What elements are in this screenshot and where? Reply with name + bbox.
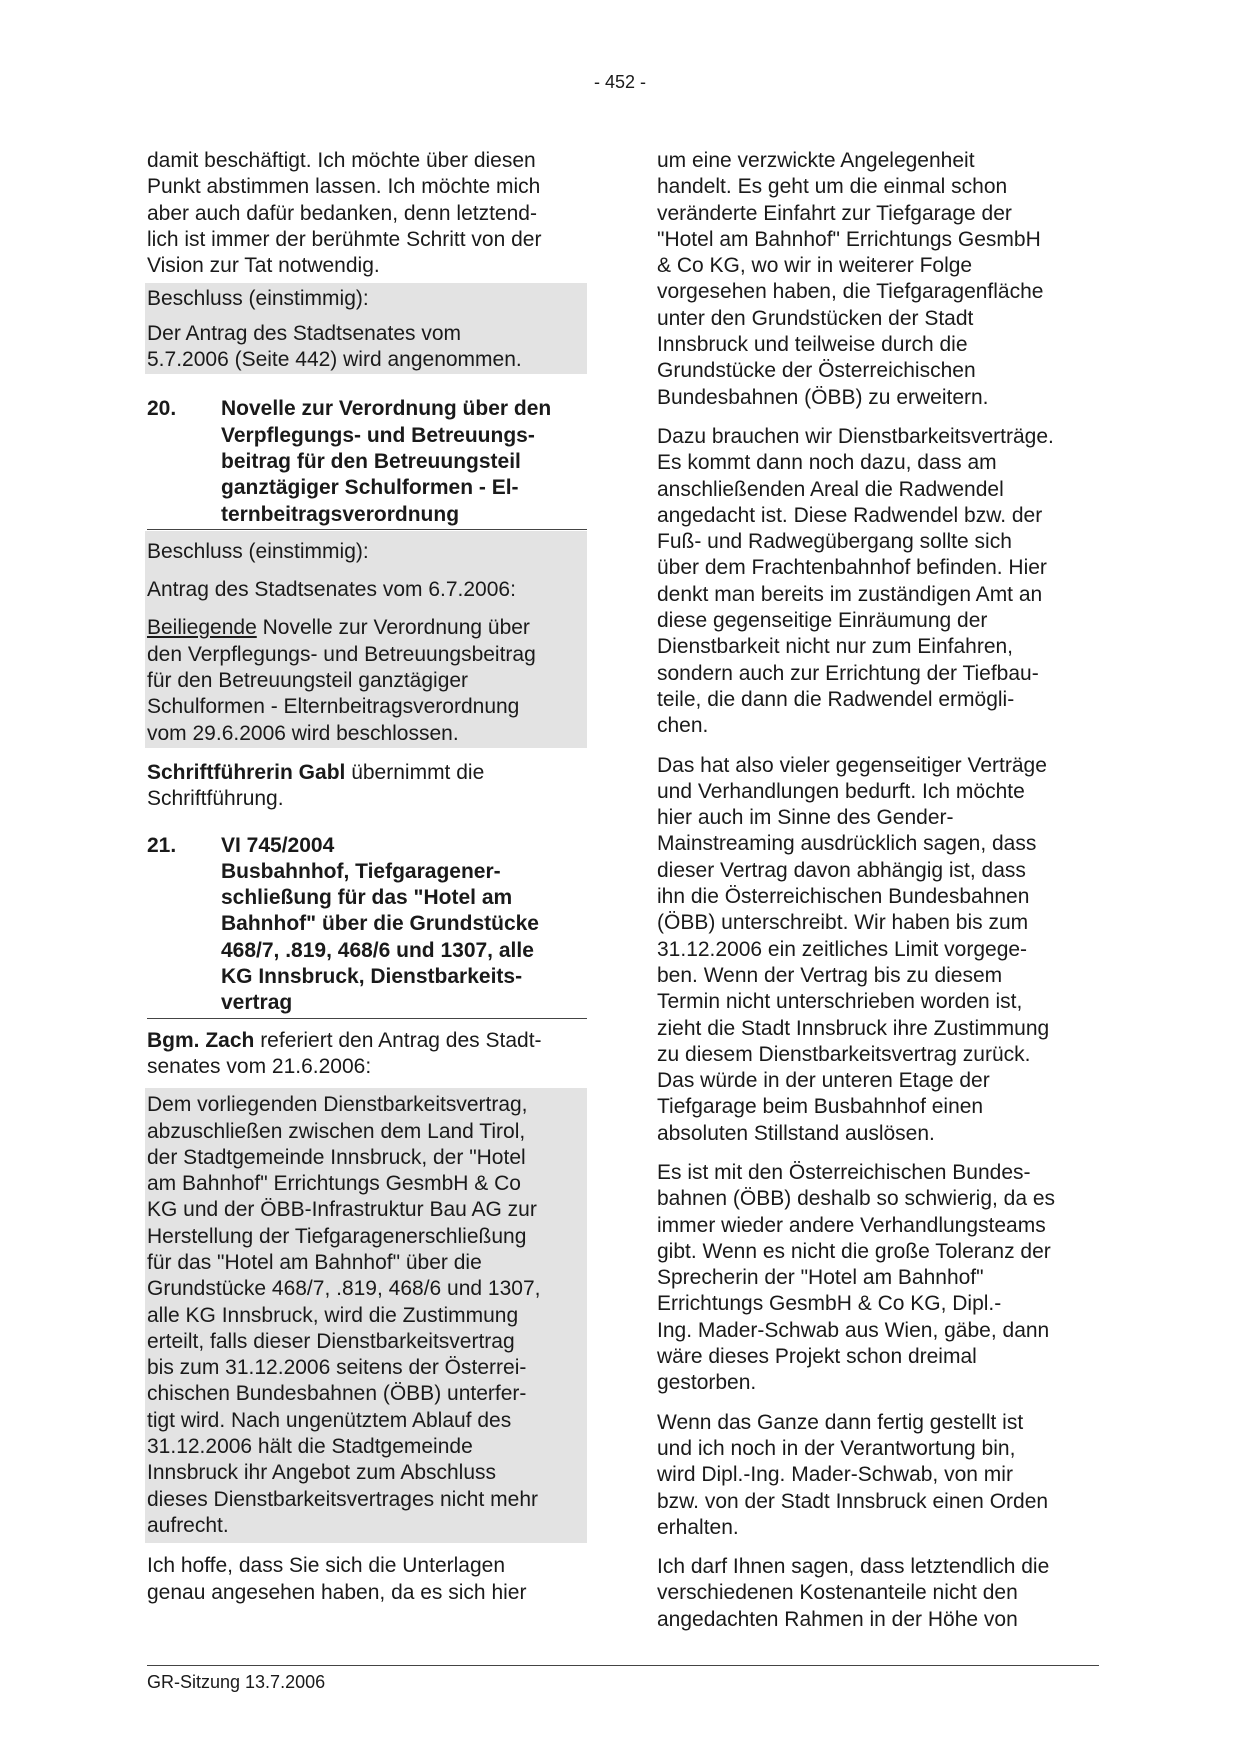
title-line: Verpflegungs- und Betreuungs- xyxy=(221,423,535,447)
text-line: (ÖBB) unterschreibt. Wir haben bis zum xyxy=(657,911,1029,935)
speaker-name: Schriftführerin Gabl xyxy=(147,760,346,784)
title-line: beitrag für den Betreuungsteil xyxy=(221,449,521,473)
underlined-word: Beiliegende xyxy=(147,616,257,640)
text-line: ihn die Österreichischen Bundesbahnen xyxy=(657,885,1030,909)
text-line: denkt man bereits im zuständigen Amt an xyxy=(657,582,1043,606)
text-line: 5.7.2006 (Seite 442) wird angenommen. xyxy=(147,348,522,372)
resolution-block-1 xyxy=(145,283,587,374)
text-line: & Co KG, wo wir in weiterer Folge xyxy=(657,254,973,278)
text-line: Schulformen - Elternbeitragsverordnung xyxy=(147,695,520,719)
text-line: bzw. von der Stadt Innsbruck einen Orden xyxy=(657,1489,1049,1513)
text-line: bis zum 31.12.2006 seitens der Österrei- xyxy=(147,1356,527,1380)
resolution-label: Beschluss (einstimmig): xyxy=(147,287,369,311)
paragraph-r1 xyxy=(657,148,1102,411)
footer-session-date: GR-Sitzung 13.7.2006 xyxy=(147,1672,326,1692)
text-line: tigt wird. Nach ungenütztem Ablauf des xyxy=(147,1408,512,1432)
text-line: vorgesehen haben, die Tiefgaragenfläche xyxy=(657,280,1044,304)
agenda-number: 21. xyxy=(147,833,177,857)
text-line: und Verhandlungen bedurft. Ich möchte xyxy=(657,779,1025,803)
text-line: Das würde in der unteren Etage der xyxy=(657,1069,990,1093)
title-line: vertrag xyxy=(221,991,293,1015)
agenda-title xyxy=(221,833,539,1017)
text-line: Wenn das Ganze dann fertig gestellt ist xyxy=(657,1410,1024,1434)
text-line: gestorben. xyxy=(657,1371,757,1395)
text-line: bahnen (ÖBB) deshalb so schwierig, da es xyxy=(657,1187,1056,1211)
text-line: Das hat also vieler gegenseitiger Verträge xyxy=(657,753,1047,777)
text-line: lich ist immer der berühmte Schritt von der xyxy=(147,227,542,251)
title-line: 468/7, .819, 468/6 und 1307, alle xyxy=(221,938,534,962)
text-line: dieser Vertrag davon abhängig ist, dass xyxy=(657,858,1026,882)
paragraph-bgm xyxy=(147,1028,587,1081)
text-line: chen. xyxy=(657,714,709,738)
text-line: damit beschäftigt. Ich möchte über diesen xyxy=(147,149,536,172)
text-line: wäre dieses Projekt schon dreimal xyxy=(657,1345,977,1369)
text-line: Vision zur Tat notwendig. xyxy=(147,254,380,278)
text-line: erhalten. xyxy=(657,1515,739,1539)
agenda-title xyxy=(221,396,551,527)
text-line: genau angesehen haben, da es sich hier xyxy=(147,1580,527,1604)
text-line: Innsbruck und teilweise durch die xyxy=(657,333,968,357)
text-line: Dienstbarkeit nicht nur zum Einfahren, xyxy=(657,635,1014,659)
text-line: Innsbruck ihr Angebot zum Abschluss xyxy=(147,1461,497,1485)
text-line: KG und der ÖBB-Infrastruktur Bau AG zur xyxy=(147,1198,537,1222)
title-line: Busbahnhof, Tiefgaragener- xyxy=(221,859,501,883)
text-line: aufrecht. xyxy=(147,1513,229,1537)
agenda-heading-21 xyxy=(147,833,587,1019)
text-line: für das "Hotel am Bahnhof" über die xyxy=(147,1250,482,1274)
text-line: um eine verzwickte Angelegenheit xyxy=(657,149,975,172)
paragraph-r3 xyxy=(657,753,1102,1147)
text-line: veränderte Einfahrt zur Tiefgarage der xyxy=(657,201,1012,225)
text-line: gibt. Wenn es nicht die große Toleranz der xyxy=(657,1239,1051,1263)
text-fragment: übernimmt die xyxy=(345,760,485,784)
text-line xyxy=(147,760,587,786)
text-line: Termin nicht unterschrieben worden ist, xyxy=(657,990,1023,1014)
text-line: Herstellung der Tiefgaragenerschließung xyxy=(147,1224,527,1248)
text-line: zu diesem Dienstbarkeitsvertrag zurück. xyxy=(657,1042,1031,1066)
text-line: den Verpflegungs- und Betreuungsbeitrag xyxy=(147,642,536,666)
text-line: Der Antrag des Stadtsenates vom xyxy=(147,321,462,345)
paragraph-intro xyxy=(147,148,587,279)
text-line: und ich noch in der Verantwortung bin, xyxy=(657,1436,1016,1460)
title-line: ganztägiger Schulformen - El- xyxy=(221,476,519,500)
text-line: vom 29.6.2006 wird beschlossen. xyxy=(147,721,459,745)
resolution-block-2 xyxy=(145,531,587,748)
text-line: Bundesbahnen (ÖBB) zu erweitern. xyxy=(657,385,989,409)
title-line: VI 745/2004 xyxy=(221,833,335,857)
paragraph-r4 xyxy=(657,1160,1102,1397)
paragraph-schriftfuehrung xyxy=(147,760,587,813)
text-line: angedachten Rahmen in der Höhe von xyxy=(657,1607,1018,1631)
text-line: alle KG Innsbruck, wird die Zustimmung xyxy=(147,1303,519,1327)
text-line: Mainstreaming ausdrücklich sagen, dass xyxy=(657,832,1037,856)
text-line: abzuschließen zwischen dem Land Tirol, xyxy=(147,1119,526,1143)
title-line: Novelle zur Verordnung über den xyxy=(221,397,552,421)
speaker-name: Bgm. Zach xyxy=(147,1028,255,1052)
paragraph-r2 xyxy=(657,424,1102,740)
text-line: wird Dipl.-Ing. Mader-Schwab, von mir xyxy=(657,1463,1013,1487)
text-line: dieses Dienstbarkeitsvertrages nicht mehr xyxy=(147,1487,539,1511)
right-column xyxy=(657,148,1102,1646)
text-line: hier auch im Sinne des Gender- xyxy=(657,806,954,830)
text-line xyxy=(147,615,587,641)
text-line: aber auch dafür bedanken, denn letztend- xyxy=(147,201,537,225)
footer-rule xyxy=(147,1665,1099,1666)
title-line: Bahnhof" über die Grundstücke xyxy=(221,912,539,936)
text-line: zieht die Stadt Innsbruck ihre Zustimmung xyxy=(657,1016,1050,1040)
agenda-number: 20. xyxy=(147,397,177,421)
text-line: senates vom 21.6.2006: xyxy=(147,1054,372,1078)
text-line: Sprecherin der "Hotel am Bahnhof" xyxy=(657,1266,984,1290)
title-line: ternbeitragsverordnung xyxy=(221,502,460,526)
text-line: "Hotel am Bahnhof" Errichtungs GesmbH xyxy=(657,227,1041,251)
text-line: Ich hoffe, dass Sie sich die Unterlagen xyxy=(147,1554,505,1578)
paragraph-r6 xyxy=(657,1554,1102,1633)
title-line: KG Innsbruck, Dienstbarkeits- xyxy=(221,965,523,989)
text-line: für den Betreuungsteil ganztägiger xyxy=(147,669,469,693)
text-line: Errichtungs GesmbH & Co KG, Dipl.- xyxy=(657,1292,1002,1316)
text-line: Dazu brauchen wir Dienstbarkeitsverträge. xyxy=(657,424,1054,448)
text-line: diese gegenseitige Einräumung der xyxy=(657,609,988,633)
text-line: Dem vorliegenden Dienstbarkeitsvertrag, xyxy=(147,1093,528,1117)
text-line: am Bahnhof" Errichtungs GesmbH & Co xyxy=(147,1172,521,1196)
paragraph-r5 xyxy=(657,1410,1102,1541)
page-number: - 452 - xyxy=(593,72,647,92)
text-line: immer wieder andere Verhandlungsteams xyxy=(657,1213,1046,1237)
text-line: Tiefgarage beim Busbahnhof einen xyxy=(657,1095,984,1119)
text-line: absoluten Stillstand auslösen. xyxy=(657,1121,935,1145)
text-line: Punkt abstimmen lassen. Ich möchte mich xyxy=(147,175,541,199)
text-line: handelt. Es geht um die einmal schon xyxy=(657,175,1008,199)
text-line: Schriftführung. xyxy=(147,787,284,811)
text-fragment: referiert den Antrag des Stadt- xyxy=(254,1028,542,1052)
text-line: teile, die dann die Radwendel ermögli- xyxy=(657,687,1015,711)
text-fragment: Novelle zur Verordnung über xyxy=(256,616,530,640)
agenda-heading-20 xyxy=(147,396,587,529)
text-line: Es kommt dann noch dazu, dass am xyxy=(657,451,997,475)
title-line: schließung für das "Hotel am xyxy=(221,886,513,910)
text-line: Antrag des Stadtsenates vom 6.7.2006: xyxy=(147,578,516,602)
text-line: Es ist mit den Österreichischen Bundes- xyxy=(657,1160,1031,1184)
text-line: Ich darf Ihnen sagen, dass letztendlich die xyxy=(657,1555,1050,1579)
text-line: Grundstücke 468/7, .819, 468/6 und 1307, xyxy=(147,1277,541,1301)
text-line: 31.12.2006 ein zeitliches Limit vorgege- xyxy=(657,937,1028,961)
resolution-label: Beschluss (einstimmig): xyxy=(147,539,369,563)
text-line: Ing. Mader-Schwab aus Wien, gäbe, dann xyxy=(657,1318,1050,1342)
text-line: Grundstücke der Österreichischen xyxy=(657,359,976,383)
text-line: unter den Grundstücken der Stadt xyxy=(657,306,974,330)
text-line: verschiedenen Kostenanteile nicht den xyxy=(657,1581,1018,1605)
motion-text-21 xyxy=(145,1088,587,1543)
text-line: über dem Frachtenbahnhof befinden. Hier xyxy=(657,556,1047,580)
left-column xyxy=(147,148,587,1619)
text-line: erteilt, falls dieser Dienstbarkeitsvertrag xyxy=(147,1329,515,1353)
text-line: angedacht ist. Diese Radwendel bzw. der xyxy=(657,503,1043,527)
text-line: sondern auch zur Errichtung der Tiefbau- xyxy=(657,661,1039,685)
paragraph-closing xyxy=(147,1553,587,1606)
text-line: Fuß- und Radwegübergang sollte sich xyxy=(657,530,1012,554)
text-line xyxy=(147,1028,587,1054)
text-line: ben. Wenn der Vertrag bis zu diesem xyxy=(657,963,1003,987)
text-line: chischen Bundesbahnen (ÖBB) unterfer- xyxy=(147,1382,527,1406)
text-line: 31.12.2006 hält die Stadtgemeinde xyxy=(147,1435,473,1459)
text-line: der Stadtgemeinde Innsbruck, der "Hotel xyxy=(147,1145,526,1169)
text-line: anschließenden Areal die Radwendel xyxy=(657,477,1004,501)
